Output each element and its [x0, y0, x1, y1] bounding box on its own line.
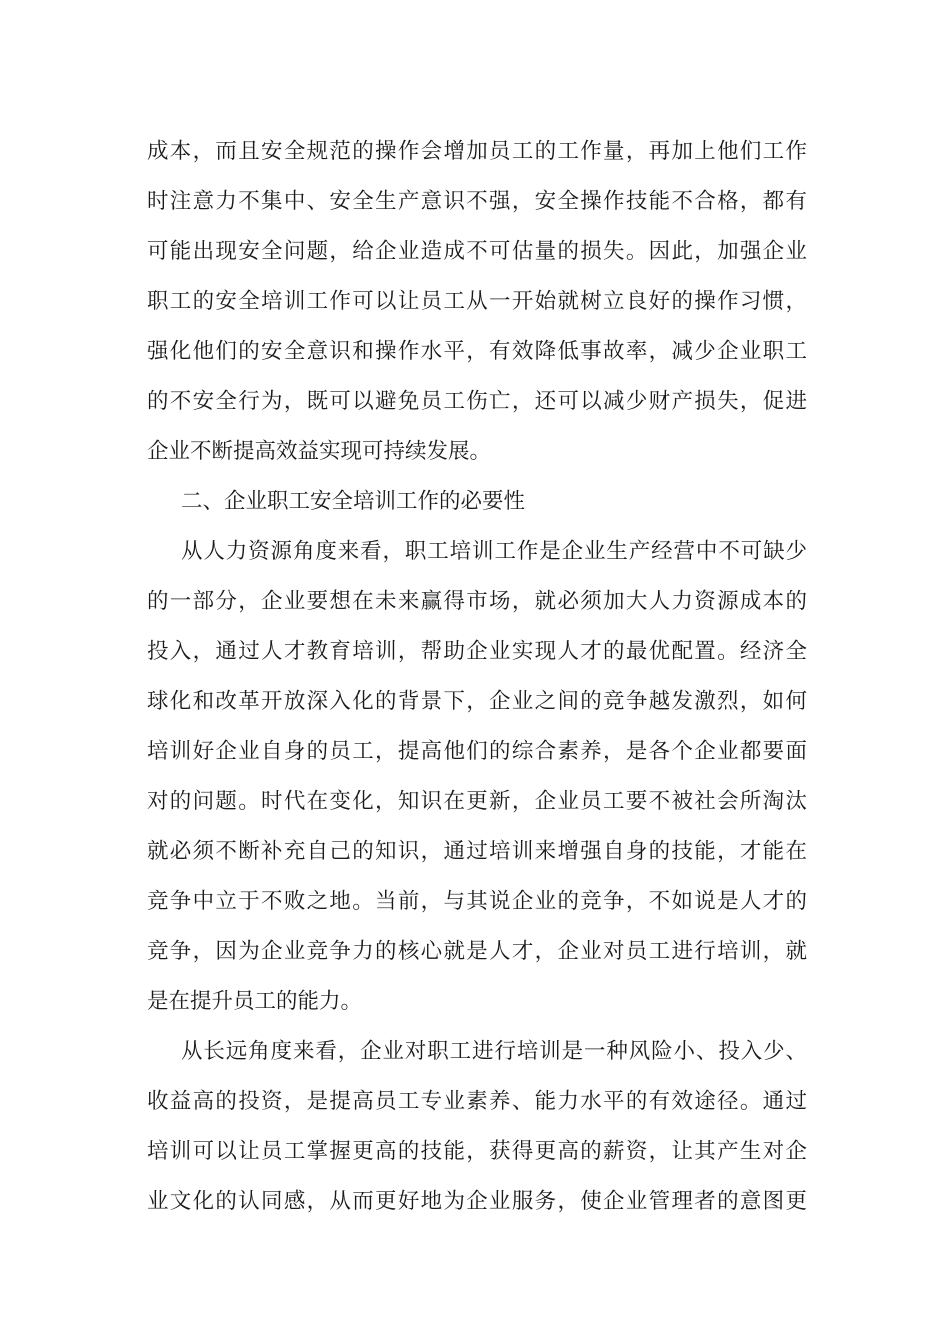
text-line: 竞争中立于不败之地。当前，与其说企业的竞争，不如说是人才的	[147, 889, 807, 914]
section-heading: 二、企业职工安全培训工作的必要性	[181, 489, 526, 514]
text-line: 竞争，因为企业竞争力的核心就是人才，企业对员工进行培训，就	[147, 939, 807, 964]
text-line: 培训好企业自身的员工，提高他们的综合素养，是各个企业都要面	[147, 739, 807, 764]
text-line: 可能出现安全问题，给企业造成不可估量的损失。因此，加强企业	[147, 239, 807, 264]
text-line: 的一部分，企业要想在未来赢得市场，就必须加大人力资源成本的	[147, 589, 807, 614]
text-line: 业文化的认同感，从而更好地为企业服务，使企业管理者的意图更	[147, 1189, 807, 1214]
text-line: 的不安全行为，既可以避免员工伤亡，还可以减少财产损失，促进	[147, 389, 807, 414]
text-line: 对的问题。时代在变化，知识在更新，企业员工要不被社会所淘汰	[147, 789, 807, 814]
text-line: 从长远角度来看，企业对职工进行培训是一种风险小、投入少、	[181, 1039, 807, 1064]
text-line: 强化他们的安全意识和操作水平，有效降低事故率，减少企业职工	[147, 339, 807, 364]
text-line: 就必须不断补充自己的知识，通过培训来增强自身的技能，才能在	[147, 839, 807, 864]
text-line: 培训可以让员工掌握更高的技能，获得更高的薪资，让其产生对企	[147, 1139, 807, 1164]
text-line: 投入，通过人才教育培训，帮助企业实现人才的最优配置。经济全	[147, 639, 807, 664]
text-line: 从人力资源角度来看，职工培训工作是企业生产经营中不可缺少	[181, 539, 807, 564]
text-line: 球化和改革开放深入化的背景下，企业之间的竞争越发激烈，如何	[147, 689, 807, 714]
text-line: 职工的安全培训工作可以让员工从一开始就树立良好的操作习惯，	[147, 289, 807, 314]
text-line: 成本，而且安全规范的操作会增加员工的工作量，再加上他们工作	[147, 139, 807, 164]
text-line: 是在提升员工的能力。	[147, 989, 363, 1014]
text-line: 企业不断提高效益实现可持续发展。	[147, 439, 492, 464]
text-line: 时注意力不集中、安全生产意识不强，安全操作技能不合格，都有	[147, 189, 807, 214]
text-line: 收益高的投资，是提高员工专业素养、能力水平的有效途径。通过	[147, 1089, 807, 1114]
